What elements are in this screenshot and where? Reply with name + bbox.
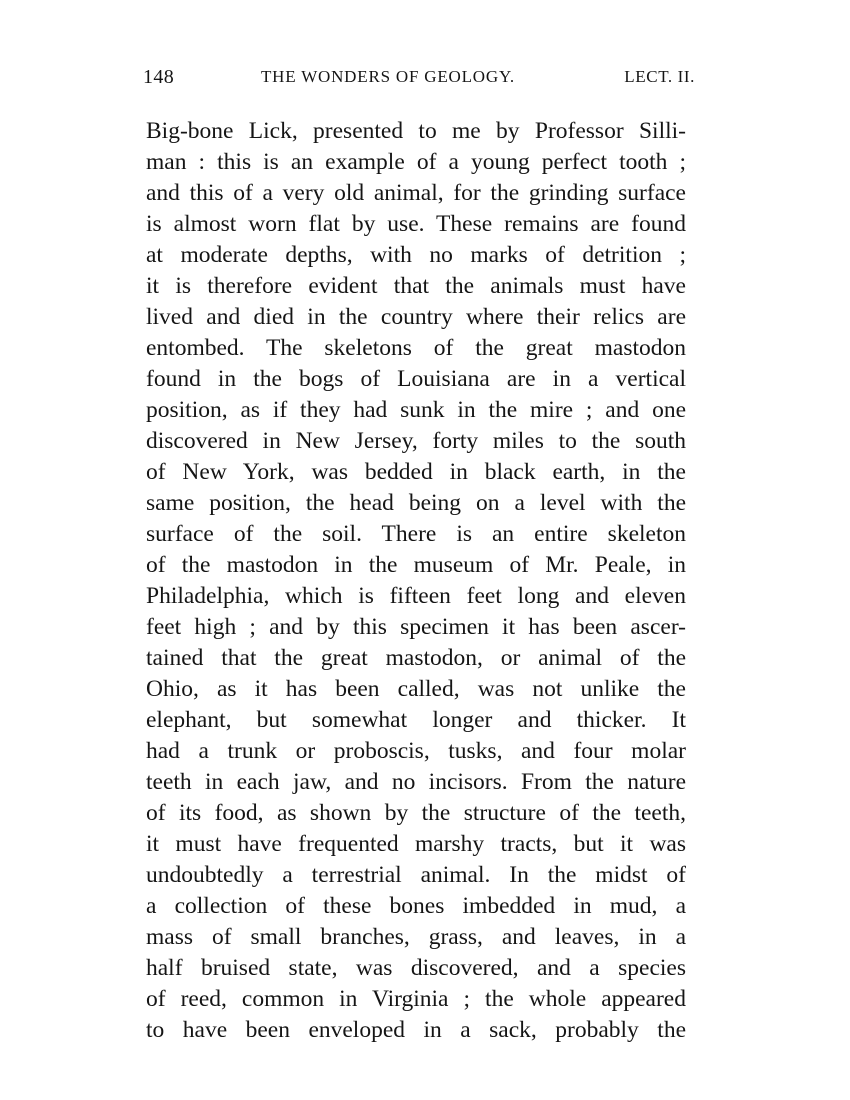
text-line-26: a collection of these bones imbedded in mud, a xyxy=(146,893,686,919)
text-line-25: undoubtedly a terrestrial animal. In the midst of xyxy=(146,862,686,888)
text-line-9: found in the bogs of Louisiana are in a vertical xyxy=(146,366,686,392)
text-line-14: surface of the soil. There is an entire skeleton xyxy=(146,521,686,547)
text-line-19: Ohio, as it has been called, was not unlike the xyxy=(146,676,686,702)
text-line-16: Philadelphia, which is fifteen feet long and eleven xyxy=(146,583,686,609)
text-line-5: at moderate depths, with no marks of detrition ; xyxy=(146,242,686,268)
text-line-27: mass of small branches, grass, and leaves, in a xyxy=(146,924,686,950)
body-text xyxy=(146,116,686,1046)
book-title: THE WONDERS OF GEOLOGY. xyxy=(261,67,515,86)
text-line-23: of its food, as shown by the structure of the teeth, xyxy=(146,800,686,826)
text-line-30: to have been enveloped in a sack, probably the xyxy=(146,1017,686,1043)
text-line-18: tained that the great mastodon, or animal of the xyxy=(146,645,686,671)
text-line-21: had a trunk or proboscis, tusks, and four molar xyxy=(146,738,686,764)
lecture-label: LECT. II. xyxy=(624,67,695,86)
text-line-7: lived and died in the country where their relics are xyxy=(146,304,686,330)
text-line-15: of the mastodon in the museum of Mr. Peale, in xyxy=(146,552,686,578)
running-head xyxy=(143,62,695,96)
text-line-10: position, as if they had sunk in the mire ; and one xyxy=(146,397,686,423)
text-line-2: man : this is an example of a young perfect tooth ; xyxy=(146,149,686,175)
text-line-17: feet high ; and by this specimen it has been ascer- xyxy=(146,614,686,640)
text-line-1: Big-bone Lick, presented to me by Professor Silli- xyxy=(146,118,686,144)
text-line-4: is almost worn flat by use. These remains are found xyxy=(146,211,686,237)
text-line-28: half bruised state, was discovered, and a species xyxy=(146,955,686,981)
text-line-6: it is therefore evident that the animals must have xyxy=(146,273,686,299)
text-line-20: elephant, but somewhat longer and thicker. It xyxy=(146,707,686,733)
text-line-8: entombed. The skeletons of the great mastodon xyxy=(146,335,686,361)
page-number: 148 xyxy=(143,66,175,88)
text-line-13: same position, the head being on a level with the xyxy=(146,490,686,516)
text-line-3: and this of a very old animal, for the grinding surface xyxy=(146,180,686,206)
text-line-29: of reed, common in Virginia ; the whole appeared xyxy=(146,986,686,1012)
text-line-11: discovered in New Jersey, forty miles to the south xyxy=(146,428,686,454)
text-line-24: it must have frequented marshy tracts, but it was xyxy=(146,831,686,857)
text-line-22: teeth in each jaw, and no incisors. From the nature xyxy=(146,769,686,795)
text-line-12: of New York, was bedded in black earth, in the xyxy=(146,459,686,485)
